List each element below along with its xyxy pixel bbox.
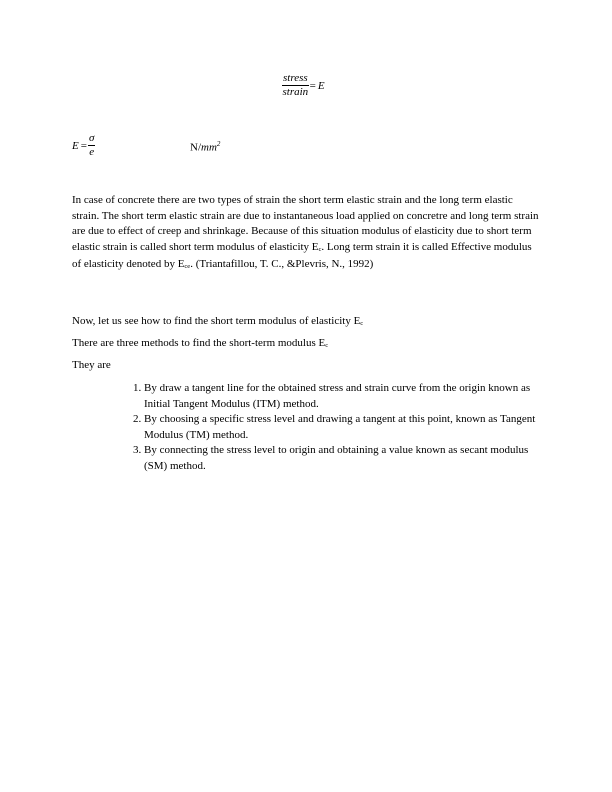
intro-text: Now, let us see how to find the short term modulus of elasticity E <box>72 315 361 327</box>
modulus-symbol-lhs: E <box>72 139 79 152</box>
list-item: 1. By draw a tangent line for the obtained stress and strain curve from the origin known as Initial Tangent Modulus (ITM) method. <box>144 381 544 412</box>
paragraph-citation: . (Triantafillou, T. C., &Plevris, N., 1992) <box>190 258 374 270</box>
they-are-line: They are <box>72 359 111 371</box>
list-item: 3. By connecting the stress level to origin and obtaining a value known as secant modulus (SM) method. <box>144 443 544 474</box>
list-item: 2. By choosing a specific stress level and drawing a tangent at this point, known as Tangent Modulus (TM) method. <box>144 412 544 443</box>
unit-base: mm <box>201 141 217 154</box>
equation-sigma-over-e <box>72 132 95 159</box>
concrete-strain-paragraph <box>72 193 540 275</box>
unit-label <box>190 140 220 154</box>
denominator-strain: strain <box>282 86 309 98</box>
paragraph-text-2: . Long term strain it is called Effective modulus of elasticity denoted by E <box>72 240 532 270</box>
paragraph-text-1: In case of concrete there are two types of strain the short term elastic strain and the long term elastic strain. The short term elastic strain are due to instantaneous load applied on concretre and long term strain are due to effect of creep and shrinkage. Because of this situation modulus of elasticity due to short term elastic strain is called short term modulus of elasticity E <box>72 194 539 253</box>
unit-exponent: 2 <box>216 140 221 148</box>
subscript-c: c <box>318 245 322 253</box>
methods-list <box>126 381 544 474</box>
unit-prefix: N/ <box>190 141 201 154</box>
fraction-stress-over-strain <box>282 72 309 99</box>
subscript-c: c <box>325 342 329 349</box>
equals-sign: = <box>80 139 87 152</box>
equation-stress-strain <box>282 72 325 99</box>
intro-line <box>72 315 363 327</box>
denominator-e: e <box>89 146 95 158</box>
methods-count-line <box>72 337 328 349</box>
subscript-c: c <box>360 320 364 327</box>
equals-sign: = <box>309 79 316 92</box>
subscript-ce: ce <box>184 263 191 270</box>
numerator-stress: stress <box>283 72 308 84</box>
methods-count-text: There are three methods to find the short-term modulus E <box>72 337 326 349</box>
fraction-sigma-over-e <box>88 132 95 159</box>
numerator-sigma: σ <box>88 132 95 144</box>
modulus-symbol: E <box>317 79 325 92</box>
